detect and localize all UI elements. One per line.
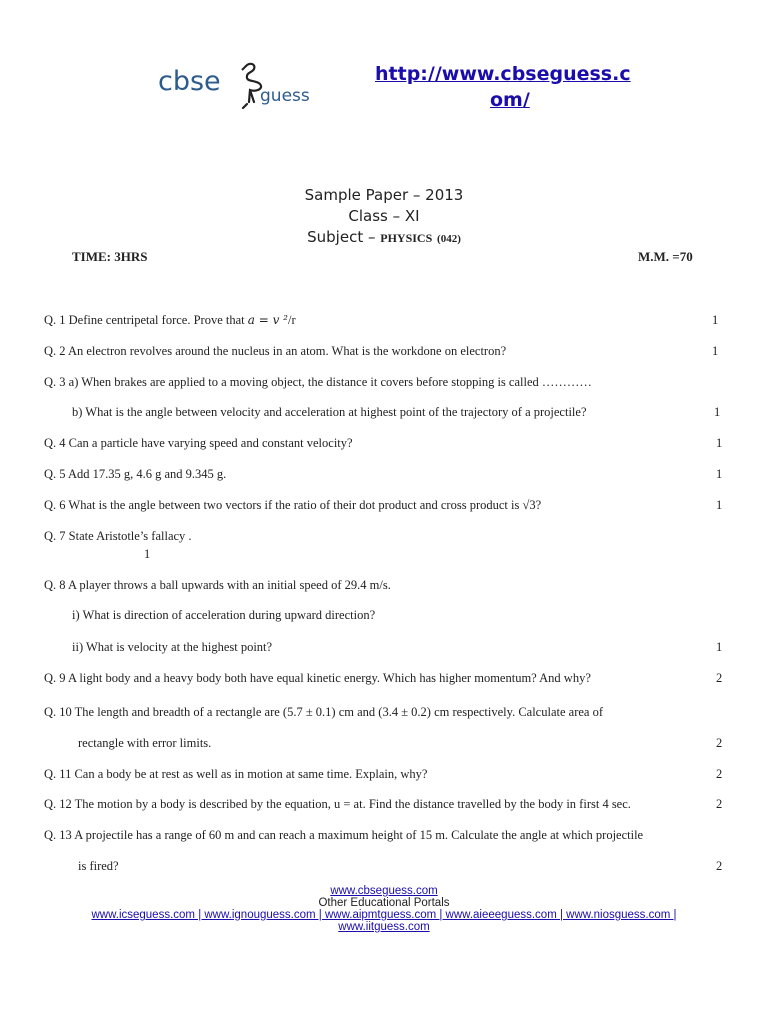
mark: 1 — [716, 498, 723, 512]
mark: 2 — [716, 736, 723, 750]
question-10-cont: rectangle with error limits. — [78, 736, 212, 750]
mark: 1 — [712, 313, 719, 327]
subject-code: (042) — [437, 233, 461, 245]
question-9: Q. 9 A light body and a heavy body both have equal kinetic energy. Which has higher momentum? And why? — [44, 671, 591, 685]
site-url-line1[interactable]: http://www.cbseguess.c — [375, 63, 631, 85]
footer — [0, 885, 768, 933]
footer-portals-label: Other Educational Portals — [318, 897, 450, 909]
mark: 1 — [716, 436, 723, 450]
question-4: Q. 4 Can a particle have varying speed and constant velocity? — [44, 436, 353, 450]
formula: a = v ² — [247, 313, 288, 327]
mark: 1 — [144, 547, 151, 561]
question-8i: i) What is direction of acceleration during upward direction? — [72, 608, 376, 622]
site-url-line2[interactable]: om/ — [490, 89, 530, 111]
question-13-cont: is fired? — [78, 859, 119, 873]
class-title: Class – XI — [348, 207, 420, 225]
question-3b: b) What is the angle between velocity and acceleration at highest point of the trajectory of a projectile? — [72, 405, 587, 419]
paper-title: Sample Paper – 2013 — [304, 186, 464, 204]
question-3a: Q. 3 a) When brakes are applied to a moving object, the distance it covers before stopping is called ………… — [44, 375, 592, 389]
question-5: Q. 5 Add 17.35 g, 4.6 g and 9.345 g. — [44, 467, 227, 481]
logo-text: cbse — [158, 66, 221, 97]
question-8ii: ii) What is velocity at the highest point? — [72, 640, 273, 654]
mark: 2 — [716, 859, 723, 873]
mark: 1 — [712, 344, 719, 358]
mark: 1 — [714, 405, 721, 419]
question-7: Q. 7 State Aristotle’s fallacy . — [44, 529, 192, 543]
question-10: Q. 10 The length and breadth of a rectangle are (5.7 ± 0.1) cm and (3.4 ± 0.2) cm respectively. Calculate area of — [44, 705, 603, 719]
time-label: TIME: 3HRS — [72, 249, 148, 264]
question-12: Q. 12 The motion by a body is described by the equation, u = at. Find the distance travelled by the body in first 4 sec. — [44, 797, 631, 811]
max-marks-label: M.M. =70 — [638, 249, 693, 264]
site-url-link[interactable] — [375, 61, 631, 113]
question-1: Q. 1 Define centripetal force. Prove that a = v ²/r — [44, 313, 296, 327]
mark: 2 — [716, 767, 723, 781]
question-2: Q. 2 An electron revolves around the nucleus in an atom. What is the workdone on electron? — [44, 344, 507, 358]
mark: 1 — [716, 640, 723, 654]
footer-site-link[interactable]: www.cbseguess.com — [330, 885, 438, 897]
question-6: Q. 6 What is the angle between two vectors if the ratio of their dot product and cross product is √3? — [44, 498, 542, 512]
question-11: Q. 11 Can a body be at rest as well as in motion at same time. Explain, why? — [44, 767, 428, 781]
subject-title — [0, 228, 768, 246]
cbseguess-logo — [158, 62, 328, 114]
question-13: Q. 13 A projectile has a range of 60 m and can reach a maximum height of 15 m. Calculate the angle at which projectile — [44, 828, 644, 842]
logo-sub: guess — [260, 86, 310, 106]
question-8: Q. 8 A player throws a ball upwards with an initial speed of 29.4 m/s. — [44, 578, 391, 592]
mark: 2 — [716, 671, 723, 685]
mark: 1 — [716, 467, 723, 481]
mark: 2 — [716, 797, 723, 811]
subject-label: Subject – — [307, 228, 376, 246]
footer-portal-links[interactable]: www.icseguess.com | www.ignouguess.com | www.aipmtguess.com | www.aieeeguess.com | www.niosguess.com | — [91, 909, 677, 921]
subject-name: PHYSICS — [380, 231, 433, 245]
footer-portal-links-cont[interactable]: www.iitguess.com — [338, 921, 430, 933]
